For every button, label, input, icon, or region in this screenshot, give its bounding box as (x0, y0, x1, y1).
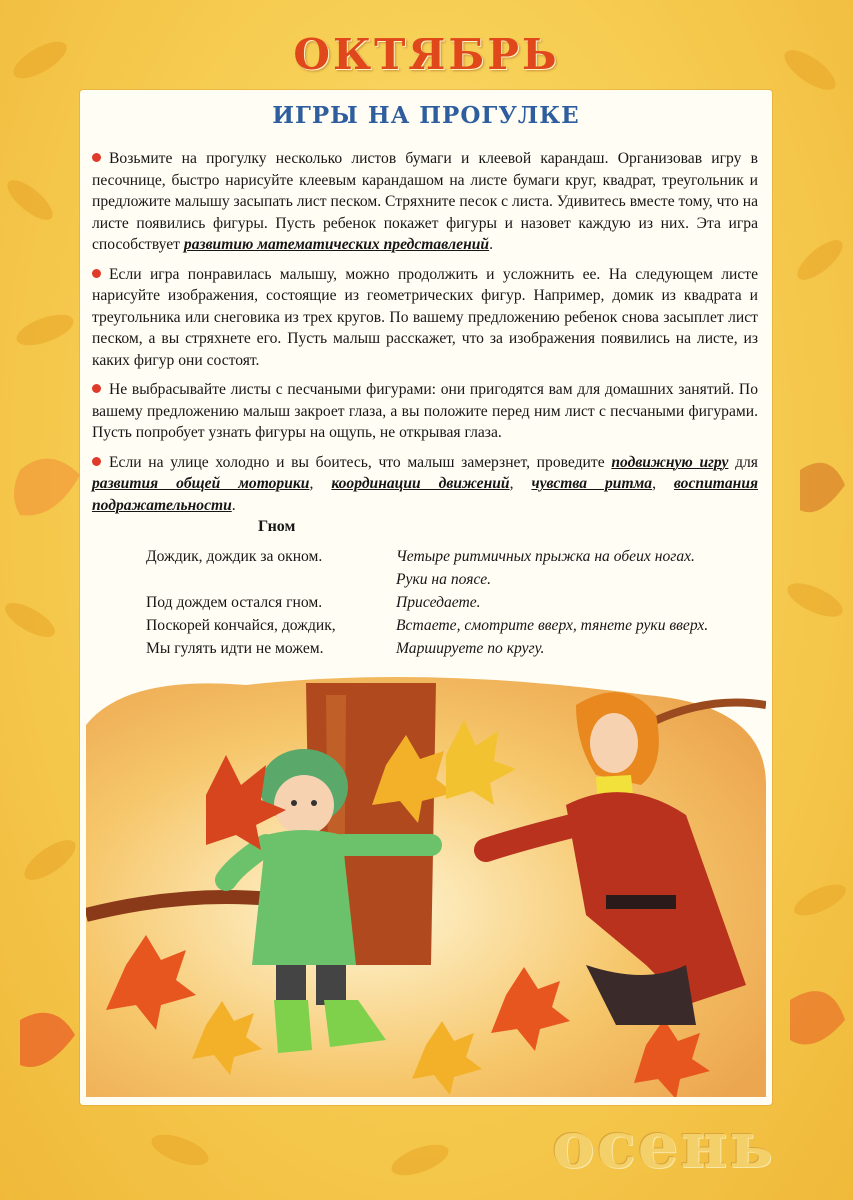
poem-verse: Под дождем остался гном. (146, 594, 323, 611)
poem (146, 545, 708, 660)
poem-action: Руки на поясе. (396, 571, 492, 588)
paragraph-text: Если на улице холодно и вы боитесь, что малыш замерзнет, проведите (109, 453, 612, 471)
paragraph (92, 148, 758, 256)
paragraph-text: . (231, 496, 236, 514)
emphasized-text: координации движений (331, 475, 510, 492)
poem-title: Гном (258, 518, 296, 535)
month-title: ОКТЯБРЬ (293, 30, 560, 79)
poem-line (146, 545, 708, 568)
bullet-icon (92, 384, 101, 393)
paragraph (92, 379, 758, 444)
poem-verse: Поскорей кончайся, дождик, (146, 617, 336, 634)
emphasized-text: воспитания подражательности (92, 475, 759, 514)
paragraph-text: Не выбрасывайте листы с песчаными фигурами: они пригодятся вам для домашних занятий. По вашему предложению малыш закроет глаза, а вы положите перед ним лист с песчаными фигурами. Пусть попробует узнать фигуры на ощупь, не открывая глаза. (92, 381, 758, 441)
paragraph-text: . (489, 236, 494, 253)
paragraph-text: , (652, 475, 674, 492)
emphasized-text: чувства ритма (531, 475, 653, 492)
bullet-icon (92, 153, 101, 162)
paragraph-text: Если игра понравилась малышу, можно продолжить и усложнить ее. На следующем листе нарисуйте изображения, состоящие из геометрических фигур. Например, домик из квадрата и треугольника или снеговика из трех кругов. По вашему предложению ребенок снова засыплет лист песком, а вы стряхнете его. Пусть малыш расскажет, что за изображения появились на листе, из каких фигур они состоят. (92, 265, 758, 369)
emphasized-text: развитию математических представлений (183, 236, 490, 253)
paragraph (92, 264, 758, 372)
bullet-icon (92, 457, 101, 466)
poem-line (146, 568, 708, 591)
paragraph-text: для (728, 453, 758, 471)
poem-action: Маршируете по кругу. (396, 640, 545, 657)
season-watermark: осень (552, 1108, 775, 1183)
paragraph-text: , (509, 475, 532, 492)
poem-action: Приседаете. (396, 594, 481, 611)
poem-verse (146, 568, 396, 591)
emphasized-text: подвижную игру (611, 453, 729, 471)
section-heading: ИГРЫ НА ПРОГУЛКЕ (272, 102, 580, 129)
poem-line (146, 591, 708, 614)
bullet-icon (92, 269, 101, 278)
paragraph-text: Возьмите на прогулку несколько листов бумаги и клеевой карандаш. Организовав игру в песочнице, быстро нарисуйте клеевым карандашом на листе бумаги круг, квадрат, треугольник и предложите малышу засыпать лист песком. Стряхните песок с листа. Удивитесь вместе тому, что на листе появились фигуры. Пусть ребенок покажет фигуры и назовет каждую из них. Эта игра способствует (92, 150, 758, 253)
poem-verse: Мы гулять идти не можем. (146, 640, 324, 657)
autumn-walk-illustration (86, 665, 766, 1097)
poem-action: Четыре ритмичных прыжка на обеих ногах. (396, 548, 695, 565)
poem-verse: Дождик, дождик за окном. (146, 548, 323, 565)
poem-line (146, 614, 708, 637)
paragraph (92, 452, 758, 517)
paragraph-text: , (309, 475, 332, 492)
instruction-text (92, 148, 758, 524)
poem-action: Встаете, смотрите вверх, тянете руки вверх. (396, 617, 709, 634)
emphasized-text: развития общей моторики (92, 475, 310, 492)
poem-line (146, 637, 708, 660)
